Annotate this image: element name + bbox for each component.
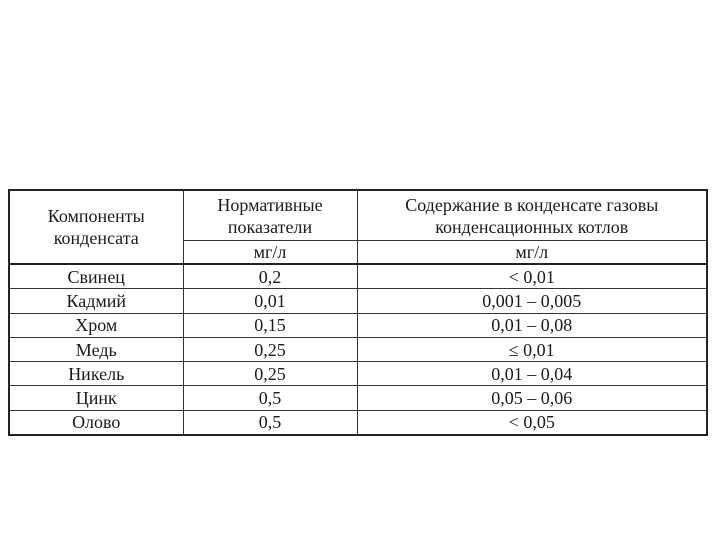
table-row bbox=[9, 410, 707, 435]
table-row bbox=[9, 337, 707, 361]
unit-norms: мг/л bbox=[183, 241, 357, 265]
header-row bbox=[9, 190, 707, 241]
cell-norm: 0,2 bbox=[183, 264, 357, 289]
table-row bbox=[9, 289, 707, 313]
condensate-components-table bbox=[8, 189, 708, 436]
cell-content: 0,05 – 0,06 bbox=[357, 386, 707, 410]
header-norms bbox=[183, 190, 357, 241]
header-content-label: Содержание в конденсате газовы конденсационных котлов bbox=[405, 194, 659, 237]
cell-norm: 0,5 bbox=[183, 386, 357, 410]
cell-norm: 0,01 bbox=[183, 289, 357, 313]
cell-component: Свинец bbox=[9, 264, 183, 289]
cell-component: Медь bbox=[9, 337, 183, 361]
header-norms-label: Нормативные показатели bbox=[217, 194, 323, 237]
cell-content: 0,01 – 0,04 bbox=[357, 362, 707, 386]
cell-norm: 0,25 bbox=[183, 362, 357, 386]
header-components bbox=[9, 190, 183, 264]
table-row bbox=[9, 386, 707, 410]
cell-component: Кадмий bbox=[9, 289, 183, 313]
cell-content: 0,01 – 0,08 bbox=[357, 313, 707, 337]
cell-norm: 0,15 bbox=[183, 313, 357, 337]
cell-component: Олово bbox=[9, 410, 183, 435]
cell-component: Цинк bbox=[9, 386, 183, 410]
header-components-label: Компоненты конденсата bbox=[47, 206, 145, 248]
table-row bbox=[9, 313, 707, 337]
table-row bbox=[9, 264, 707, 289]
cell-content: ≤ 0,01 bbox=[357, 337, 707, 361]
cell-norm: 0,5 bbox=[183, 410, 357, 435]
cell-content: < 0,05 bbox=[357, 410, 707, 435]
condensate-table-container bbox=[8, 189, 706, 436]
cell-content: 0,001 – 0,005 bbox=[357, 289, 707, 313]
cell-content: < 0,01 bbox=[357, 264, 707, 289]
unit-content: мг/л bbox=[357, 241, 707, 265]
cell-component: Хром bbox=[9, 313, 183, 337]
cell-component: Никель bbox=[9, 362, 183, 386]
cell-norm: 0,25 bbox=[183, 337, 357, 361]
header-content bbox=[357, 190, 707, 241]
table-row bbox=[9, 362, 707, 386]
